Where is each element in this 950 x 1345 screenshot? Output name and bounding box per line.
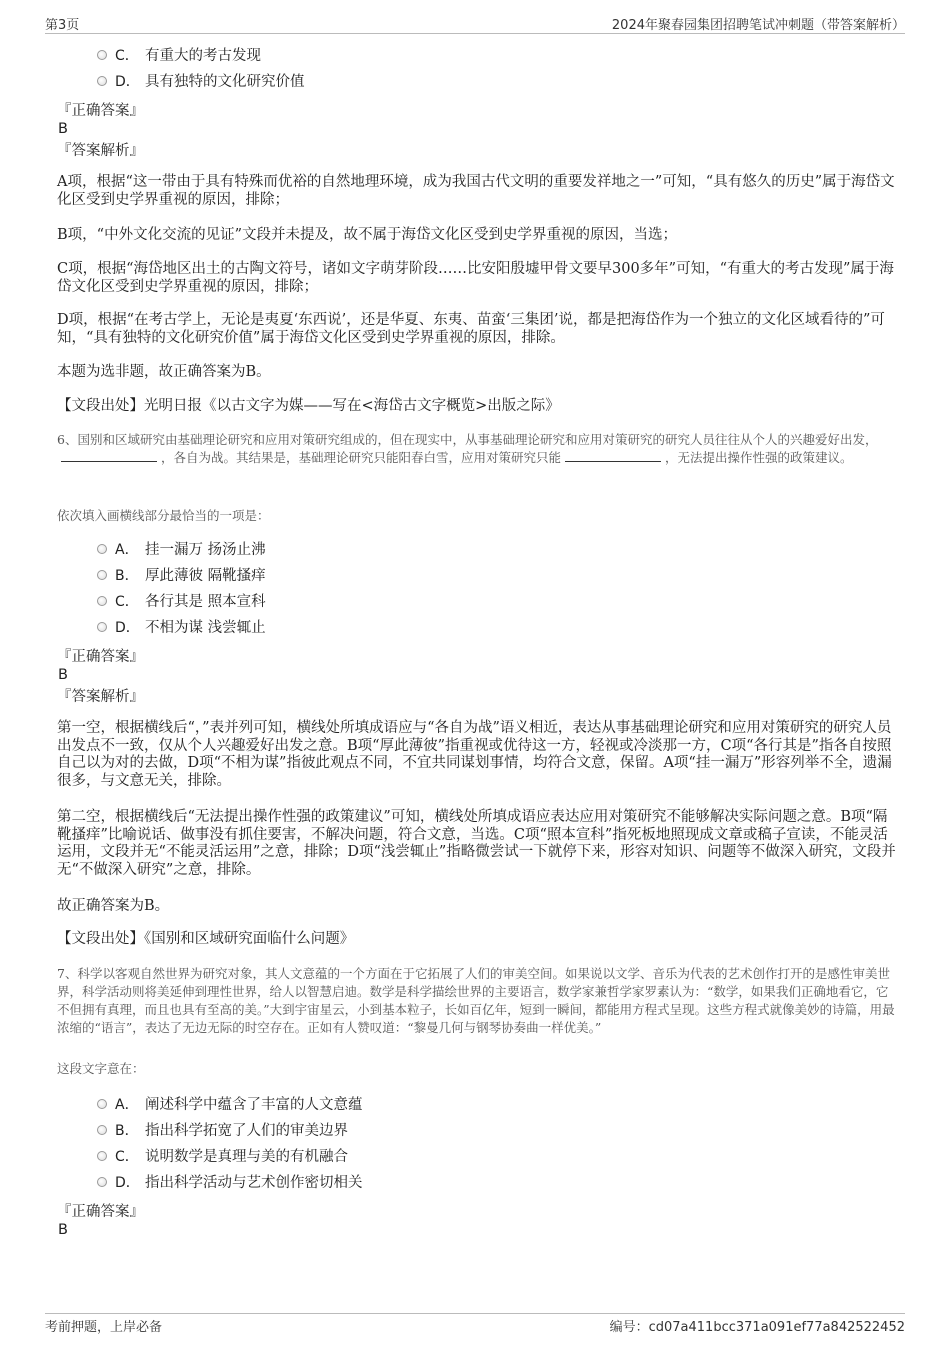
q7-question-text: 7、科学以客观自然世界为研究对象，其人文意蕴的一个方面在于它拓展了人们的审美空间。如果说以文学、音乐为代表的艺术创作打开的是感性审美世界，科学活动则将美延伸到理性世界，给人以智慧启迪。数学是科学描绘世界的主要语言，数学家兼哲学家罗素认为：“数学，如果我们正确地看它，它不但拥有真理，而且也具有至高的美。”大到宇宙星云，小到基本粒子，长如百亿年，短到一瞬间，都能用方程式呈现。这些方程式就像美妙的诗篇，用最浓缩的“语言”，表达了无边无际的时空存在。正如有人赞叹道：“黎曼几何与钢琴协奏曲一样优美。”	[57, 966, 895, 1035]
q6-answer-label: 『正确答案』	[57, 649, 144, 665]
q6-answer: B	[58, 667, 68, 683]
q5-analysis-c: C项，根据“海岱地区出土的古陶文符号，诸如文字萌芽阶段……比安阳殷墟甲骨文要早300多年”可知，“有重大的考古发现”属于海岱文化区受到史学界重视的原因，排除；	[57, 261, 894, 295]
q5-answer-label: 『正确答案』	[57, 103, 144, 119]
q6-option-b[interactable]: B． 厚此薄彼 隔靴搔痒	[97, 566, 266, 586]
q5-option-d[interactable]: D． 具有独特的文化研究价值	[97, 72, 305, 92]
q6-option-d[interactable]: D． 不相为谋 浅尝辄止	[97, 618, 266, 638]
radio-icon[interactable]	[97, 1099, 107, 1109]
q6-analysis-second-blank: 第二空，根据横线后“无法提出操作性强的政策建议”可知，横线处所填成语应表达应用对策研究不能够解决实际问题之意。B项“隔靴搔痒”比喻说话、做事没有抓住要害，不解决问题，符合文意，当选。C项“照本宣科”指死板地照现成文章或稿子宣读，不能灵活运用，文段并无“不能灵活运用”之意，排除；D项“浅尝辄止”指略微尝试一下就停下来，形容对知识、问题等不做深入研究，文段并无“不做深入研究”之意，排除。	[57, 809, 896, 878]
document-code: 编号：cd07a411bcc371a091ef77a842522452	[609, 1320, 905, 1335]
q6-question-text: 6、国别和区域研究由基础理论研究和应用对策研究组成的，但在现实中，从事基础理论研究和应用对策研究的研究人员往往从个人的兴趣爱好出发，，各自为战。其结果是，基础理论研究只能阳春白雪，应用对策研究只能 ，无法提出操作性强的政策建议。	[57, 432, 878, 465]
radio-icon[interactable]	[97, 50, 107, 60]
q7-option-d[interactable]: D． 指出科学活动与艺术创作密切相关	[97, 1173, 363, 1193]
fill-blank-2	[565, 450, 661, 462]
page-footer	[45, 1313, 905, 1333]
q7-prompt: 这段文字意在：	[57, 1061, 145, 1076]
q7-option-a[interactable]: A． 阐述科学中蕴含了丰富的人文意蕴	[97, 1095, 363, 1115]
q5-conclusion: 本题为选非题，故正确答案为B。	[57, 364, 271, 380]
q5-source: 【文段出处】光明日报《以古文字为媒——写在<海岱古文字概览>出版之际》	[57, 398, 560, 414]
q5-analysis-a: A项，根据“这一带由于具有特殊而优裕的自然地理环境，成为我国古代文明的重要发祥地之一”可知，“具有悠久的历史”属于海岱文化区受到史学界重视的原因，排除；	[57, 174, 895, 208]
q7-option-b[interactable]: B． 指出科学拓宽了人们的审美边界	[97, 1121, 348, 1141]
radio-icon[interactable]	[97, 544, 107, 554]
radio-icon[interactable]	[97, 76, 107, 86]
q7-answer-label: 『正确答案』	[57, 1204, 144, 1220]
q5-option-c[interactable]: C． 有重大的考古发现	[97, 46, 261, 66]
radio-icon[interactable]	[97, 1177, 107, 1187]
q5-analysis-label: 『答案解析』	[57, 143, 144, 159]
q6-analysis-label: 『答案解析』	[57, 689, 144, 705]
q6-prompt: 依次填入画横线部分最恰当的一项是：	[57, 508, 270, 523]
q5-analysis-b: B项，“中外文化交流的见证”文段并未提及，故不属于海岱文化区受到史学界重视的原因，当选；	[57, 227, 677, 243]
radio-icon[interactable]	[97, 1125, 107, 1135]
page-header	[45, 14, 905, 34]
q7-answer: B	[58, 1222, 68, 1238]
q5-answer: B	[58, 121, 68, 137]
q6-option-a[interactable]: A． 挂一漏万 扬汤止沸	[97, 540, 266, 560]
radio-icon[interactable]	[97, 1151, 107, 1161]
radio-icon[interactable]	[97, 596, 107, 606]
document-title: 2024年聚春园集团招聘笔试冲刺题（带答案解析）	[611, 18, 905, 33]
q6-option-c[interactable]: C． 各行其是 照本宣科	[97, 592, 266, 612]
q6-source: 【文段出处】《国别和区域研究面临什么问题》	[57, 931, 355, 947]
radio-icon[interactable]	[97, 570, 107, 580]
fill-blank-1	[61, 450, 157, 462]
q6-analysis-first-blank: 第一空，根据横线后“，”表并列可知，横线处所填成语应与“各自为战”语义相近，表达从事基础理论研究和应用对策研究的研究人员出发点不一致，仅从个人兴趣爱好出发之意。B项“厚此薄彼”指重视或优待这一方，轻视或冷淡那一方，C项“各行其是”指各自按照自己以为对的去做，D项“不相为谋”指彼此观点不同，不宜共同谋划事情，均符合文意，保留。A项“挂一漏万”形容列举不全，遗漏很多，与文意无关，排除。	[57, 720, 892, 789]
page-number: 第3页	[45, 18, 80, 33]
q6-conclusion: 故正确答案为B。	[57, 898, 170, 914]
footer-slogan: 考前押题，上岸必备	[45, 1320, 163, 1335]
q7-option-c[interactable]: C． 说明数学是真理与美的有机融合	[97, 1147, 348, 1167]
radio-icon[interactable]	[97, 622, 107, 632]
q5-analysis-d: D项，根据“在考古学上，无论是夷夏‘东西说’，还是华夏、东夷、苗蛮‘三集团’说，都是把海岱作为一个独立的文化区域看待的”可知，“具有独特的文化研究价值”属于海岱文化区受到史学界重视的原因，排除。	[57, 312, 885, 346]
